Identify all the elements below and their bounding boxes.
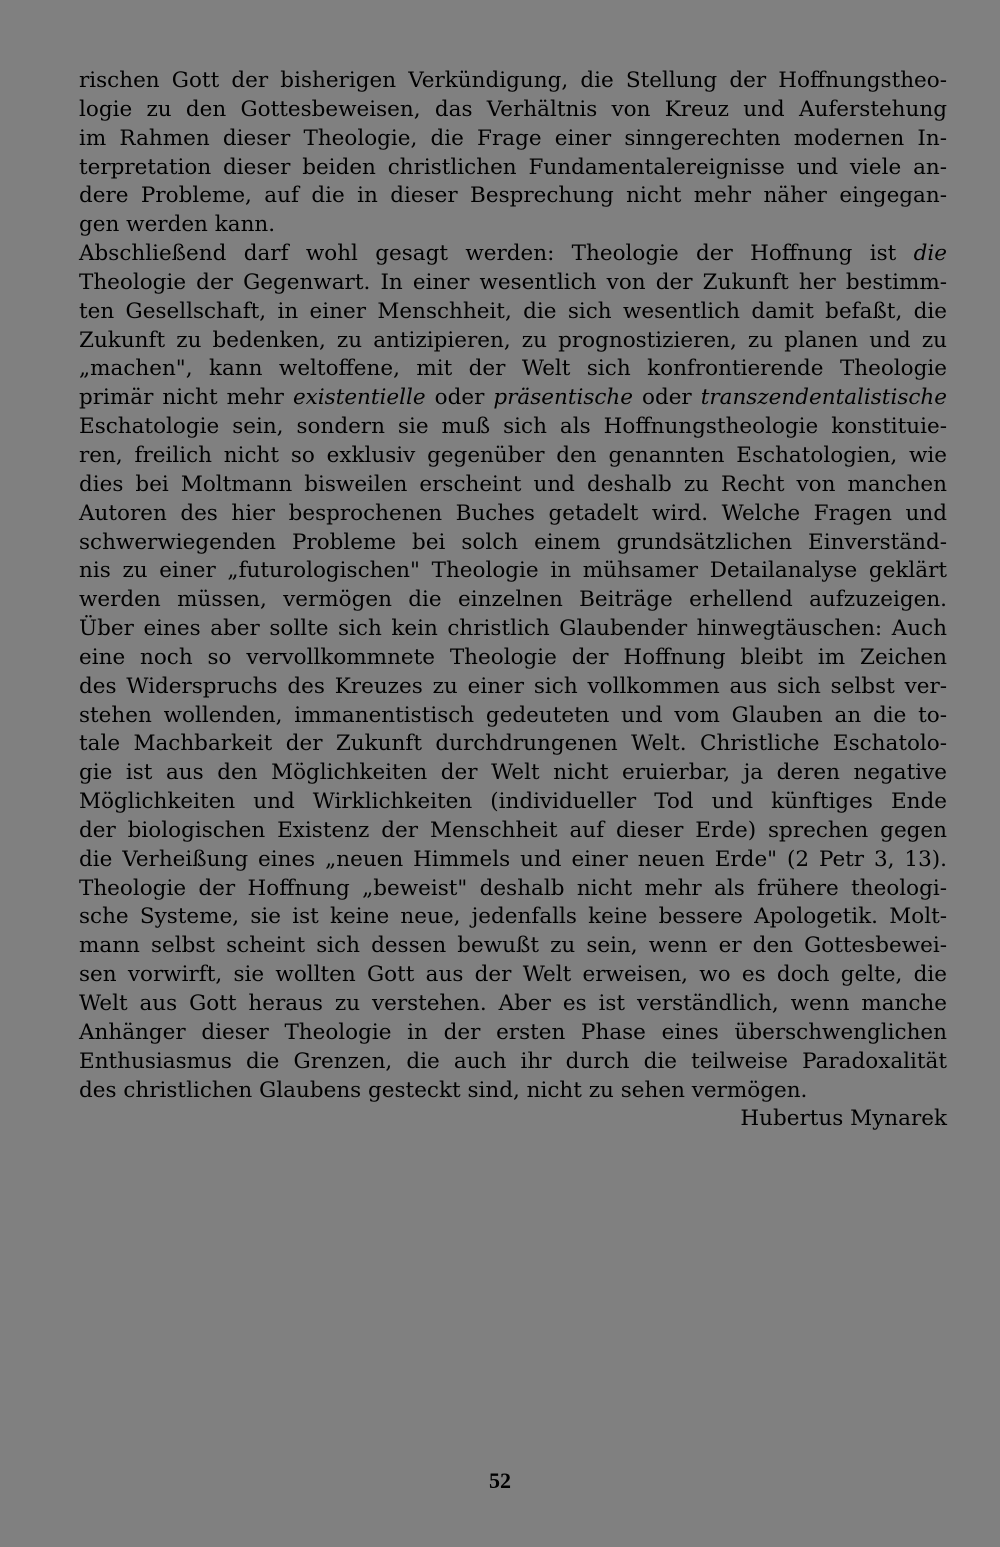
text-run: gie ist aus den Möglichkeiten der Welt nicht eruierbar, ja deren negative: [79, 760, 947, 786]
text-run: tale Machbarkeit der Zukunft durchdrungenen Welt. Christliche Eschatolo-: [79, 731, 947, 757]
text-run: oder: [632, 385, 701, 411]
text-run: schwerwiegenden Probleme bei solch einem grundsätzlichen Einverständ-: [79, 529, 947, 555]
text-line: [79, 875, 947, 904]
text-line: [79, 327, 947, 356]
text-run: nis zu einer „futurologischen" Theologie in mühsamer Detailanalyse geklärt: [79, 558, 947, 584]
text-line: [79, 615, 947, 644]
text-run: sche Systeme, sie ist keine neue, jedenfalls keine bessere Apologetik. Molt-: [79, 904, 947, 930]
text-line: [79, 125, 947, 154]
text-line: [79, 1077, 947, 1106]
text-run: des christlichen Glaubens gesteckt sind, nicht zu sehen vermögen.: [79, 1077, 808, 1103]
text-line: [79, 182, 947, 211]
text-run: des Widerspruchs des Kreuzes zu einer sich vollkommen aus sich selbst ver-: [79, 673, 947, 699]
text-line: [79, 67, 947, 96]
text-line: [79, 413, 947, 442]
text-line: [79, 846, 947, 875]
text-run: Autoren des hier besprochenen Buches getadelt wird. Welche Fragen und: [79, 500, 947, 526]
text-line: [79, 817, 947, 846]
text-line: [79, 269, 947, 298]
text-line: [79, 211, 947, 240]
text-line: [79, 932, 947, 961]
text-line: [79, 355, 947, 384]
text-line: [79, 673, 947, 702]
text-run: werden müssen, vermögen die einzelnen Beiträge erhellend aufzuzeigen.: [79, 587, 947, 613]
text-line: [79, 961, 947, 990]
text-line: [79, 154, 947, 183]
text-line: [79, 759, 947, 788]
text-line: [79, 442, 947, 471]
text-run: dere Probleme, auf die in dieser Besprechung nicht mehr näher eingegan-: [79, 183, 947, 209]
text-run: eine noch so vervollkommnete Theologie der Hoffnung bleibt im Zeichen: [79, 644, 947, 670]
text-run: Über eines aber sollte sich kein christlich Glaubender hinwegtäuschen: Auch: [79, 616, 947, 642]
text-line: [79, 644, 947, 673]
text-run: ten Gesellschaft, in einer Menschheit, die sich wesentlich damit befaßt, die: [79, 298, 947, 324]
text-run: Eschatologie sein, sondern sie muß sich als Hoffnungstheologie konstituie-: [79, 414, 947, 440]
text-line: [79, 586, 947, 615]
text-run: mann selbst scheint sich dessen bewußt zu sein, wenn er den Gottesbewei-: [79, 933, 947, 959]
text-run: Theologie der Gegenwart. In einer wesentlich von der Zukunft her bestimm-: [79, 269, 947, 295]
text-line: [79, 788, 947, 817]
text-run: Zukunft zu bedenken, zu antizipieren, zu prognostizieren, zu planen und zu: [79, 327, 947, 353]
text-run: Anhänger dieser Theologie in der ersten Phase eines überschwenglichen: [79, 1019, 947, 1045]
text-run: primär nicht mehr: [79, 385, 293, 411]
text-run: Möglichkeiten und Wirklichkeiten (individueller Tod und künftiges Ende: [79, 789, 947, 815]
text-run: im Rahmen dieser Theologie, die Frage einer sinngerechten modernen In-: [79, 125, 947, 151]
text-run: sen vorwirft, sie wollten Gott aus der Welt erweisen, wo es doch gelte, die: [79, 962, 947, 988]
text-line: [79, 702, 947, 731]
text-line: [79, 529, 947, 558]
text-line: [79, 1048, 947, 1077]
italic-text: transzendentalistische: [700, 385, 947, 411]
text-line: [79, 730, 947, 759]
body-text: [79, 67, 947, 1134]
text-run: Theologie der Hoffnung „beweist" deshalb nicht mehr als frühere theologi-: [79, 875, 947, 901]
text-line: [79, 471, 947, 500]
text-line: [79, 500, 947, 529]
italic-text: die: [913, 241, 947, 267]
text-run: dies bei Moltmann bisweilen erscheint und deshalb zu Recht von manchen: [79, 471, 947, 497]
text-run: Welt aus Gott heraus zu verstehen. Aber es ist verständlich, wenn manche: [79, 991, 947, 1016]
text-run: Abschließend darf wohl gesagt werden: Theologie der Hoffnung ist: [79, 241, 914, 267]
italic-text: präsentische: [493, 385, 633, 411]
text-line: [79, 96, 947, 125]
author-signature: Hubertus Mynarek: [740, 1106, 947, 1132]
text-run: die Verheißung eines „neuen Himmels und einer neuen Erde" (2 Petr 3, 13).: [79, 846, 947, 872]
text-line: [79, 384, 947, 413]
text-run: stehen wollenden, immanentistisch gedeuteten und vom Glauben an die to-: [79, 702, 947, 728]
text-run: „machen", kann weltoffene, mit der Welt sich konfrontierende Theologie: [79, 356, 947, 382]
text-run: rischen Gott der bisherigen Verkündigung, die Stellung der Hoffnungstheo-: [79, 68, 947, 93]
italic-text: existentielle: [292, 385, 426, 411]
page-number: 52: [489, 1468, 511, 1493]
text-run: Enthusiasmus die Grenzen, die auch ihr durch die teilweise Paradoxalität: [79, 1048, 947, 1074]
text-run: gen werden kann.: [79, 212, 276, 238]
text-run: der biologischen Existenz der Menschheit auf dieser Erde) sprechen gegen: [79, 817, 947, 843]
text-line: [79, 903, 947, 932]
text-line: [79, 240, 947, 269]
text-run: oder: [425, 385, 494, 411]
text-run: ren, freilich nicht so exklusiv gegenüber den genannten Eschatologien, wie: [79, 442, 947, 468]
text-line: [79, 1019, 947, 1048]
text-line: [79, 990, 947, 1019]
text-run: logie zu den Gottesbeweisen, das Verhältnis von Kreuz und Auferstehung: [79, 96, 947, 122]
text-run: terpretation dieser beiden christlichen Fundamentalereignisse und viele an-: [79, 154, 947, 180]
text-line: [79, 557, 947, 586]
text-line: [79, 298, 947, 327]
